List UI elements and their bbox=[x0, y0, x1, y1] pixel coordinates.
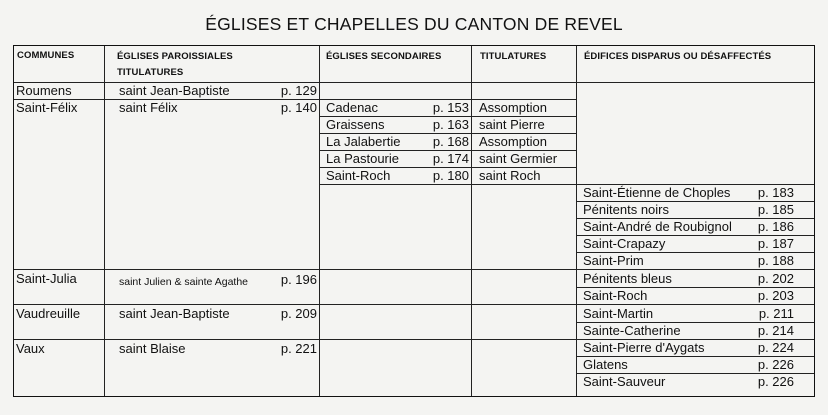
row-divider bbox=[14, 304, 814, 305]
parish-church: saint Julien & sainte Agathe bbox=[119, 276, 249, 288]
header-eglises-titulatures: TITULATURES bbox=[117, 67, 184, 78]
parish-page: p. 140 bbox=[280, 100, 317, 115]
secondary-church: Cadenac bbox=[326, 100, 379, 115]
disparu-name: Saint-André de Roubignol bbox=[583, 219, 732, 234]
secondary-page: p. 180 bbox=[432, 168, 469, 183]
parish-church: saint Félix bbox=[119, 100, 178, 115]
disparu-page: p. 224 bbox=[757, 340, 794, 355]
secondary-titulature: saint Roch bbox=[479, 168, 541, 183]
parish-page: p. 221 bbox=[280, 341, 317, 356]
disparu-name: Glatens bbox=[583, 357, 628, 372]
disparu-name: Saint-Prim bbox=[583, 253, 644, 268]
header-communes: COMMUNES bbox=[17, 50, 75, 61]
commune-name: Vaux bbox=[16, 341, 45, 356]
disparu-name: Pénitents noirs bbox=[583, 202, 669, 217]
disparu-page: p. 203 bbox=[757, 288, 794, 303]
disparu-name: Saint-Pierre d'Aygats bbox=[583, 340, 705, 355]
parish-church: saint Jean-Baptiste bbox=[119, 306, 230, 321]
disparu-name: Pénitents bleus bbox=[583, 271, 672, 286]
disparu-name: Saint-Crapazy bbox=[583, 236, 666, 251]
secondary-titulature: Assomption bbox=[479, 100, 547, 115]
secondary-titulature: saint Pierre bbox=[479, 117, 545, 132]
row-divider bbox=[14, 269, 814, 270]
disparu-page: p. 187 bbox=[757, 236, 794, 251]
secondary-church: Graissens bbox=[326, 117, 385, 132]
commune-name: Roumens bbox=[16, 83, 72, 98]
disparu-page: p. 226 bbox=[757, 357, 794, 372]
disparu-page: p. 214 bbox=[757, 323, 794, 338]
disparu-page: p. 202 bbox=[757, 271, 794, 286]
disparu-page: p. 211 bbox=[758, 306, 794, 321]
header-titulatures: TITULATURES bbox=[480, 51, 547, 62]
parish-church: saint Jean-Baptiste bbox=[119, 83, 230, 98]
disparu-name: Saint-Roch bbox=[583, 288, 648, 303]
disparu-page: p. 188 bbox=[757, 253, 794, 268]
parish-page: p. 196 bbox=[280, 272, 317, 287]
secondary-page: p. 168 bbox=[432, 134, 469, 149]
commune-name: Vaudreuille bbox=[16, 306, 81, 321]
header-eglises: ÉGLISES PAROISSIALES bbox=[117, 51, 233, 62]
page-title: ÉGLISES ET CHAPELLES DU CANTON DE REVEL bbox=[205, 14, 623, 34]
parish-church: saint Blaise bbox=[119, 341, 186, 356]
column-divider bbox=[576, 46, 577, 396]
disparu-page: p. 186 bbox=[757, 219, 794, 234]
disparu-page: p. 183 bbox=[757, 185, 794, 200]
secondary-page: p. 163 bbox=[432, 117, 469, 132]
disparu-page: p. 226 bbox=[757, 374, 794, 389]
disparu-name: Sainte-Catherine bbox=[583, 323, 681, 338]
disparu-name: Saint-Étienne de Choples bbox=[583, 185, 731, 200]
secondary-church: Saint-Roch bbox=[326, 168, 391, 183]
disparu-page: p. 185 bbox=[757, 202, 794, 217]
secondary-titulature: Assomption bbox=[479, 134, 547, 149]
parish-page: p. 209 bbox=[280, 306, 317, 321]
parish-page: p. 129 bbox=[280, 83, 317, 98]
secondary-church: La Jalabertie bbox=[326, 134, 401, 149]
secondary-church: La Pastourie bbox=[326, 151, 399, 166]
commune-name: Saint-Félix bbox=[16, 100, 78, 115]
disparu-name: Saint-Sauveur bbox=[583, 374, 666, 389]
churches-table bbox=[13, 45, 815, 397]
row-divider bbox=[319, 184, 576, 185]
header-disparus: ÉDIFICES DISPARUS OU DÉSAFFECTÉS bbox=[584, 51, 772, 62]
disparu-name: Saint-Martin bbox=[583, 306, 654, 321]
secondary-page: p. 153 bbox=[432, 100, 469, 115]
secondary-page: p. 174 bbox=[432, 151, 469, 166]
commune-name: Saint-Julia bbox=[16, 271, 77, 286]
secondary-titulature: saint Germier bbox=[479, 151, 558, 166]
header-secondaires: ÉGLISES SECONDAIRES bbox=[326, 51, 442, 62]
